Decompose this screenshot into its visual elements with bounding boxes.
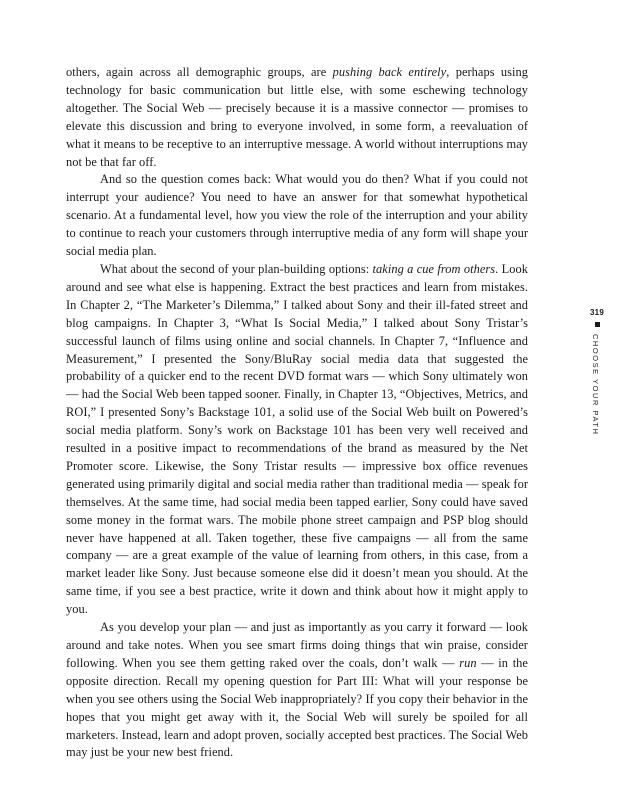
square-bullet-icon <box>595 322 600 327</box>
paragraph-1-text-b: , perhaps using technology for basic communication but little else, with some eschewing technology altogether. The Social Web — precisely because it is a massive connector — promises to elevate this discussion and bring to everyone involved, in some form, a reevaluation of what it means to be receptive to an interruptive message. A world without interruptions may not be that far off. <box>66 65 529 169</box>
paragraph-4-text-a: As you develop your plan — and just as importantly as you carry it forward — look around and take notes. When you see smart firms doing things that win praise, consider following. When you see them getting raked over the coals, don’t walk — <box>66 620 528 670</box>
paragraph-2-text: And so the question comes back: What would you do then? What if you could not interrupt your audience? You need to have an answer for that somewhat hypothetical scenario. At a fundamental level, how you view the role of the interruption and your ability to continue to reach your customers through interruptive media of any form will shape your social media plan. <box>66 172 528 259</box>
page-number: 319 <box>590 308 604 317</box>
paragraph-1 <box>66 64 528 171</box>
paragraph-1-text-a: others, again across all demographic groups, are <box>66 65 333 79</box>
paragraph-3-text-b: . Look around and see what else is happening. Extract the best practices and learn from mistakes. In Chapter 2, “The Marketer’s Dilemma,” I talked about Sony and their ill-fated street and blog campaigns. In Chapter 3, “What Is Social Media,” I talked about Sony Tristar’s successful launch of films using online and social channels. In Chapter 7, “Influence and Measurement,” I presented the Sony/BluRay social media data that suggested the probability of a quicker end to the recent DVD format wars — which Sony ultimately won — had the Social Web been tapped sooner. Finally, in Chapter 13, “Objectives, Metrics, and ROI,” I presented Sony’s Backstage 101, a solid use of the Social Web built on Powered’s social media platform. Sony’s work on Backstage 101 has been very well received and resulted in a positive impact to recommendations of the brand as measured by the Net Promoter score. Likewise, the Sony Tristar results — impressive box office revenues generated using primarily digital and social media rather than traditional media — speak for themselves. At the same time, had social media been tapped earlier, Sony could have saved some money in the format wars. The mobile phone street campaign and PSP blog should never have happened at all. Taken together, these five campaigns — all from the same company — are a great example of the value of learning from others, in this case, from a market leader like Sony. Just because someone else did it doesn’t mean you should. At the same time, if you see a best practice, write it down and think about how it might apply to you. <box>66 261 529 617</box>
paragraph-4-text-b: — in the opposite direction. Recall my opening question for Part III: What will your response be when you see others using the Social Web inappropriately? If you copy their behavior in the hopes that you might get away with it, the Social Web will surely be spoiled for all marketers. Instead, learn and adopt proven, socially accepted best practices. The Social Web may just be your new best friend. <box>66 655 528 760</box>
paragraph-2 <box>66 171 528 261</box>
paragraph-4 <box>66 619 528 762</box>
running-head <box>587 308 607 436</box>
paragraph-1-emphasis: pushing back entirely <box>332 65 447 79</box>
paragraph-4-emphasis: run <box>459 655 477 670</box>
chapter-title: CHOOSE YOUR PATH <box>591 334 600 436</box>
body-text <box>66 64 528 762</box>
paragraph-3 <box>66 261 528 619</box>
paragraph-3-text-a: What about the second of your plan-building options: <box>100 261 373 276</box>
paragraph-3-emphasis: taking a cue from others <box>372 261 496 276</box>
